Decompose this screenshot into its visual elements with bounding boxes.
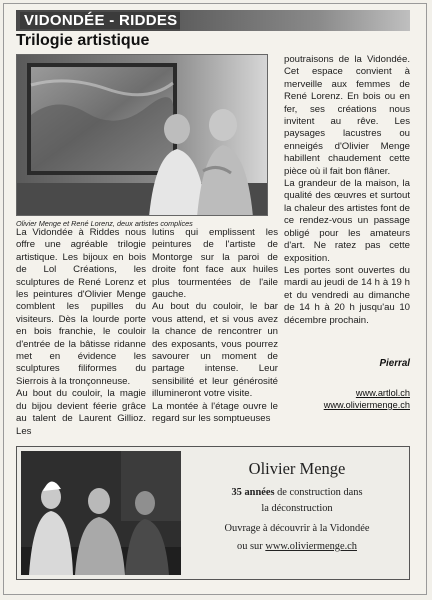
article-photo: [16, 54, 268, 216]
ad-line-website: [187, 541, 407, 552]
paragraph: poutraisons de la Vidondée. Cet espace convient à merveille aux femmes de René Lorenz. En bois ou en fer, ses créations nous invitent au rêve. Les paysages lacustres ou enneigés d'Olivier Menge habillent chaudement cette pièce où il fait bon flâner.: [284, 54, 410, 177]
article-title: Trilogie artistique: [16, 32, 150, 49]
article-photo-image: [17, 55, 268, 216]
section-header-bar: [16, 10, 410, 31]
paragraph: La montée à l'étage ouvre le regard sur les somptueuses: [152, 400, 278, 425]
ad-line-years: [187, 487, 407, 498]
ad-website-link[interactable]: www.oliviermenge.ch: [265, 541, 357, 552]
ad-line-deconstruction: la déconstruction: [261, 503, 333, 514]
paragraph: Au bout du couloir, le bar vous attend, et si vous avez la chance de rencontrer un des exposants, vous pourrez savourer un moment de partage intense. Leur sensibilité et leur générosité illumineront votre visite.: [152, 301, 278, 400]
ad-photo-image: [21, 451, 181, 575]
paragraph: La Vidondée à Riddes nous offre une agréable trilogie artistique. Les bijoux en bois de Lol Créations, les sculptures de René Lorenz et les peintures d'Olivier Menge comblent les pupilles du visiteurs. Dès la lourde porte en bois franchie, le couloir d'entrée de la bâtisse ridanne met en évidence les sculptures filiformes du Sierrois à la tronçonneuse.: [16, 227, 146, 387]
article-column-1: [16, 227, 146, 438]
ad-years-rest: de construction dans: [274, 487, 363, 498]
ad-photo: [21, 451, 181, 575]
paragraph: Les portes sont ouvertes du mardi au jeudi de 14 h à 19 h et du vendredi au dimanche de 14 h à 20 h jusqu'au 10 décembre prochain.: [284, 264, 410, 326]
section-bar-gradient: [180, 10, 410, 31]
oliviermenge-link[interactable]: www.oliviermenge.ch: [323, 400, 410, 410]
artlol-link[interactable]: www.artlol.ch: [355, 388, 410, 398]
ad-artist-name: Olivier Menge: [248, 459, 346, 478]
photo-caption: Olivier Menge et René Lorenz, deux artistes complices: [16, 219, 193, 228]
ad-url-prefix: ou sur: [237, 541, 266, 552]
ad-line-vidondee: Ouvrage à découvrir à la Vidondée: [224, 523, 370, 534]
ad-years: 35 années: [231, 487, 275, 498]
advertisement-box: [16, 446, 410, 580]
author-signature: Pierral: [379, 358, 410, 369]
paragraph: lutins qui emplissent les peintures de l'artiste de Montorge sur la paroi de droite font face aux huiles plus tourmentées de l'aile gauche.: [152, 227, 278, 301]
paragraph: La grandeur de la maison, la qualité des œuvres et surtout la chaleur des artistes font de ce rendez-vous un passage obligé pour les amateurs d'art. Ne ratez pas cette exposition.: [284, 178, 410, 264]
article-column-3: [284, 54, 410, 327]
article-column-2: [152, 227, 278, 426]
paragraph: Au bout du couloir, la magie du bijou devient féerie grâce au talent de Laurent Gillioz. Les: [16, 388, 146, 437]
section-label: VIDONDÉE - RIDDES: [20, 12, 185, 29]
